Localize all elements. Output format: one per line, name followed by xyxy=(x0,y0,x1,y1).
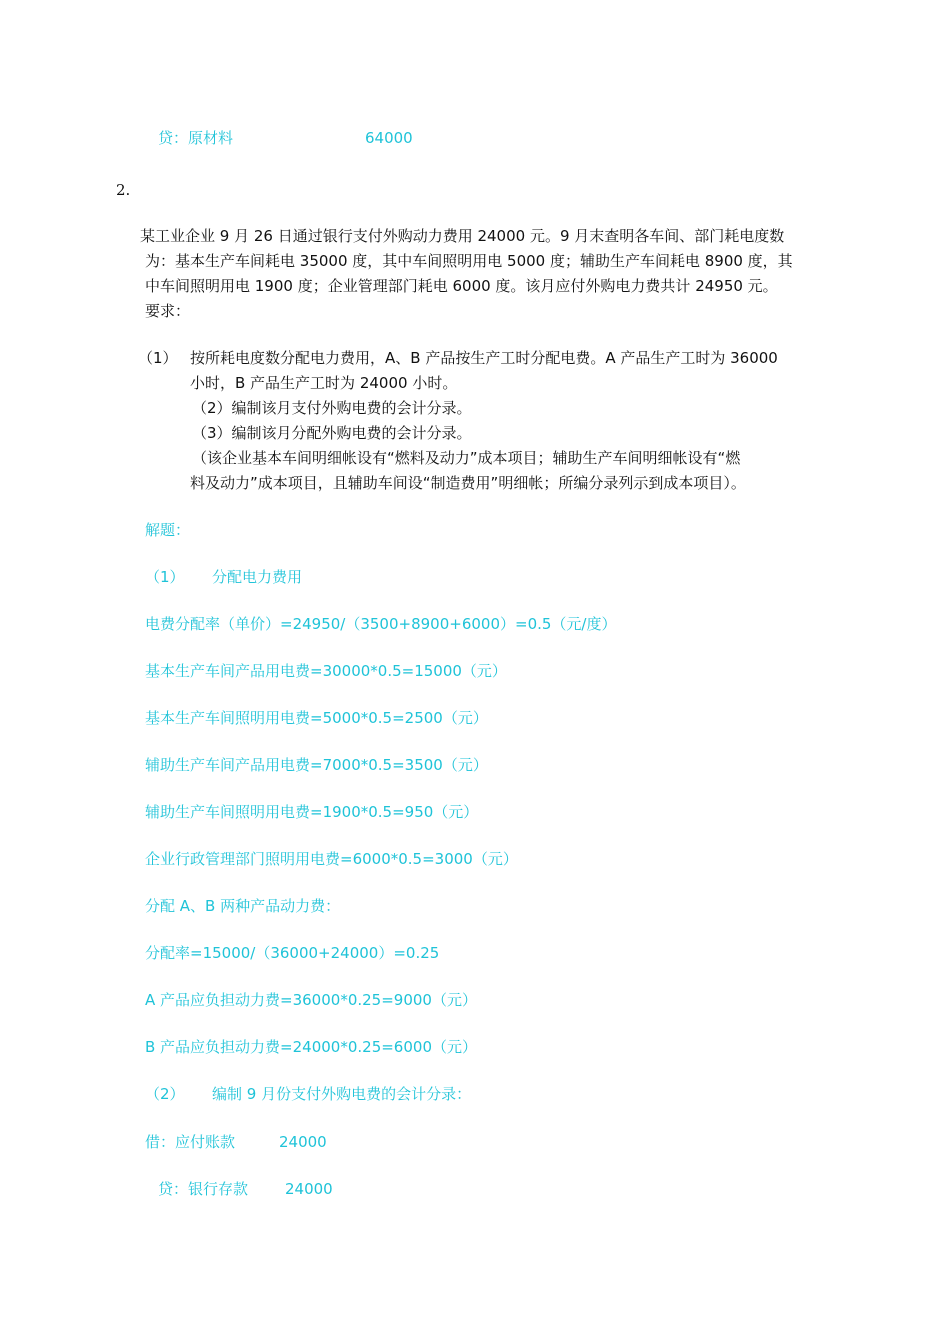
problem-line-1: 某工业企业 9 月 26 日通过银行支付外购动力费用 24000 元。9 月末查明各车间、部门耗电度数 xyxy=(140,227,785,245)
solution-line-basic-lighting: 基本生产车间照明用电费=5000*0.5=2500（元） xyxy=(145,709,488,727)
solution-line-rate: 电费分配率（单价）=24950/（3500+8900+6000）=0.5（元/度） xyxy=(145,615,617,633)
journal-debit-amount: 24000 xyxy=(279,1133,327,1151)
solution-line-product-b: B 产品应负担动力费=24000*0.25=6000（元） xyxy=(145,1038,477,1056)
solution-part1-title: 分配电力费用 xyxy=(212,568,303,586)
journal-credit-label: 贷：银行存款 xyxy=(158,1180,249,1198)
solution-part1-marker: （1） xyxy=(145,568,185,586)
problem-line-2: 为：基本生产车间耗电 35000 度，其中车间照明用电 5000 度；辅助生产车间耗电 8900 度，其 xyxy=(145,252,793,270)
question-number: 2. xyxy=(116,181,131,199)
top-entry-amount: 64000 xyxy=(365,129,413,147)
solution-line-allocate-ab: 分配 A、B 两种产品动力费： xyxy=(145,897,341,915)
journal-debit-label: 借：应付账款 xyxy=(145,1133,236,1151)
requirement-note-line-1: （该企业基本车间明细帐设有“燃料及动力”成本项目；辅助生产车间明细帐设有“燃 xyxy=(192,449,741,467)
solution-line-aux-lighting: 辅助生产车间照明用电费=1900*0.5=950（元） xyxy=(145,803,479,821)
solution-line-admin-lighting: 企业行政管理部门照明用电费=6000*0.5=3000（元） xyxy=(145,850,518,868)
requirement-note-line-2: 料及动力”成本项目，且辅助车间设“制造费用”明细帐；所编分录列示到成本项目）。 xyxy=(190,474,746,492)
requirement-1-marker: （1） xyxy=(138,349,178,367)
journal-credit-amount: 24000 xyxy=(285,1180,333,1198)
solution-line-aux-product: 辅助生产车间产品用电费=7000*0.5=3500（元） xyxy=(145,756,488,774)
solution-heading: 解题： xyxy=(145,521,191,539)
problem-line-4: 要求： xyxy=(145,302,191,320)
top-entry-label: 贷：原材料 xyxy=(158,129,234,147)
solution-line-basic-product: 基本生产车间产品用电费=30000*0.5=15000（元） xyxy=(145,662,507,680)
solution-line-allocation-rate: 分配率=15000/（36000+24000）=0.25 xyxy=(145,944,440,962)
solution-line-product-a: A 产品应负担动力费=36000*0.25=9000（元） xyxy=(145,991,477,1009)
solution-part2-marker: （2） xyxy=(145,1085,185,1103)
requirement-3: （3）编制该月分配外购电费的会计分录。 xyxy=(192,424,472,442)
requirement-2: （2）编制该月支付外购电费的会计分录。 xyxy=(192,399,472,417)
problem-line-3: 中车间照明用电 1900 度；企业管理部门耗电 6000 度。该月应付外购电力费共计 24950 元。 xyxy=(145,277,778,295)
requirement-1-line-2: 小时，B 产品生产工时为 24000 小时。 xyxy=(190,374,458,392)
requirement-1-line-1: 按所耗电度数分配电力费用，A、B 产品按生产工时分配电费。A 产品生产工时为 36000 xyxy=(190,349,778,367)
solution-part2-title: 编制 9 月份支付外购电费的会计分录： xyxy=(212,1085,472,1103)
